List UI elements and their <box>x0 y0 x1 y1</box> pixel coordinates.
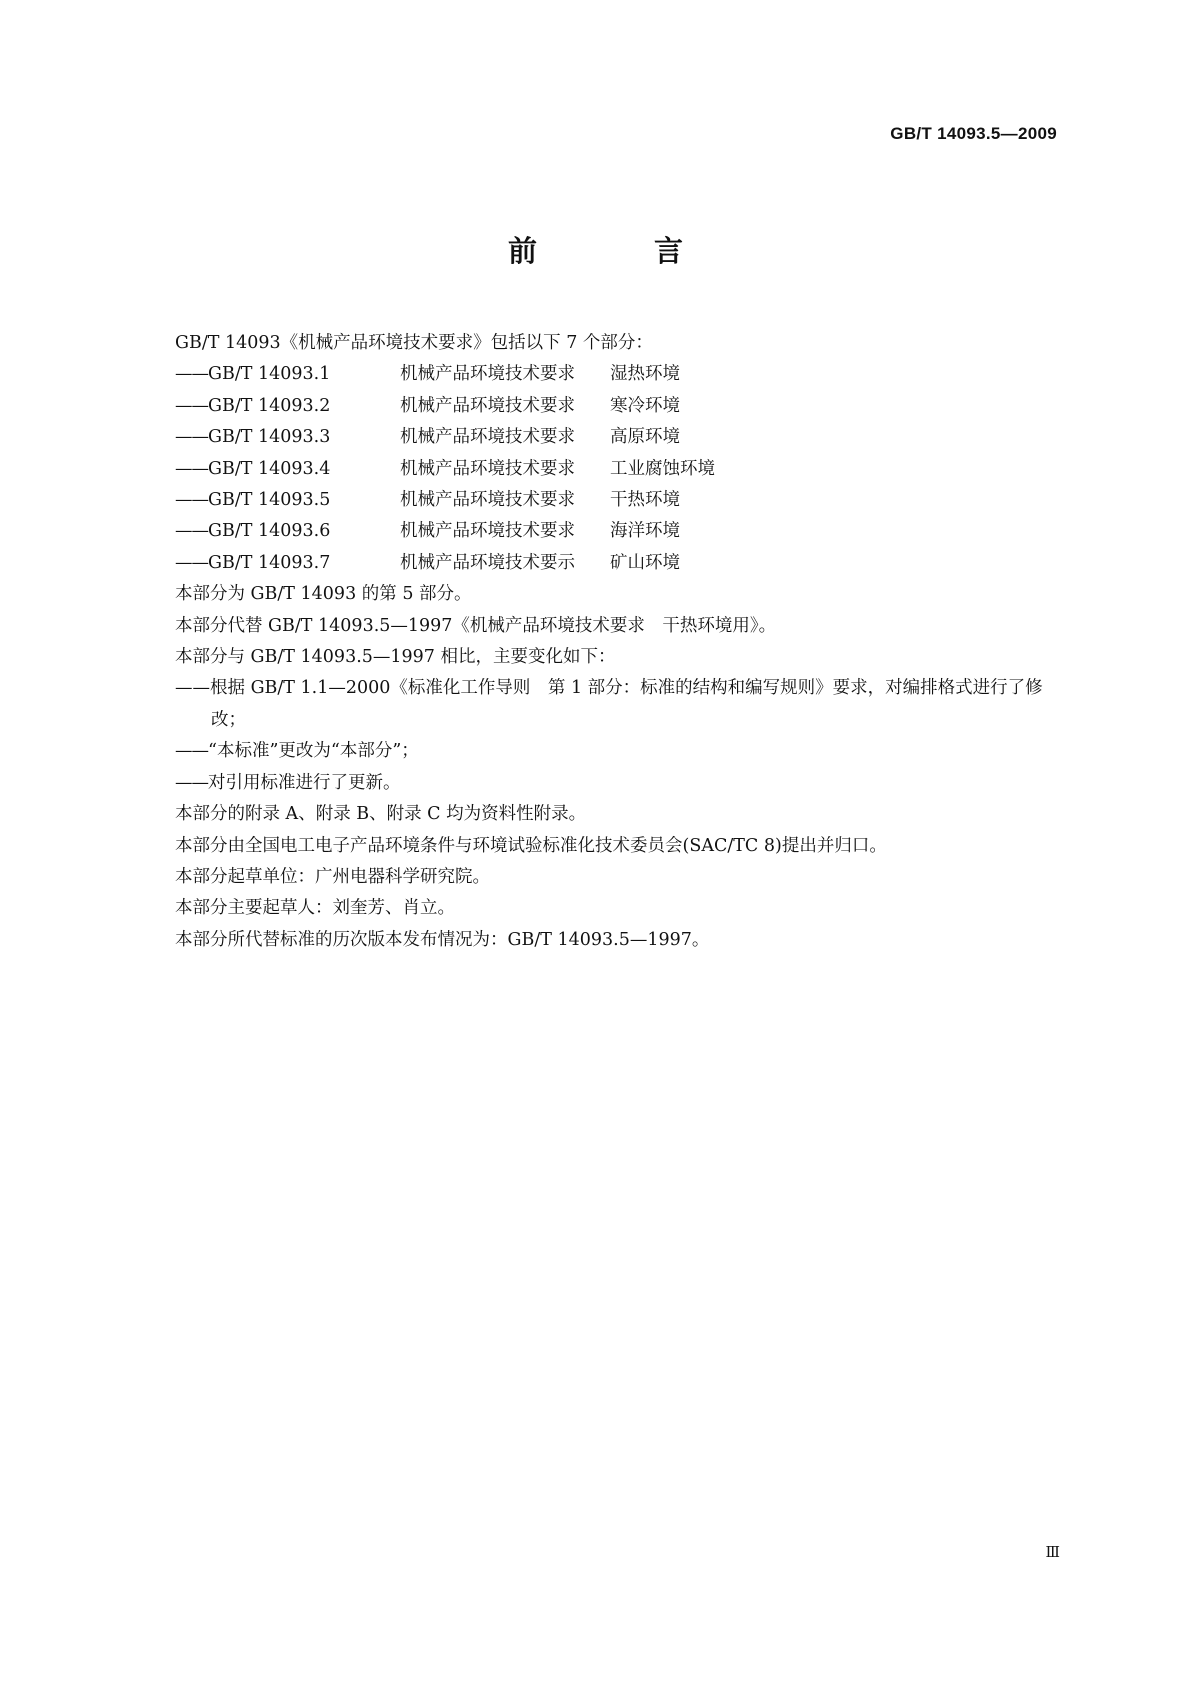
list-item <box>175 548 1065 579</box>
part-number: GB/T 14093.4 <box>208 458 331 479</box>
list-item <box>175 736 1065 767</box>
part-environment: 矿山环境 <box>610 552 680 573</box>
page-number: Ⅲ <box>1045 1543 1059 1561</box>
part-environment: 干热环境 <box>610 490 680 511</box>
foreword-body <box>175 328 1065 956</box>
standard-code: GB/T 14093.5—2009 <box>890 124 1057 143</box>
dash-mark: —— <box>175 395 208 416</box>
part-name: 机械产品环境技术要求 <box>400 458 575 479</box>
history-statement: 本部分所代替标准的历次版本发布情况为：GB/T 14093.5—1997。 <box>175 929 710 950</box>
list-item <box>175 768 1065 799</box>
part-statement: 本部分为 GB/T 14093 的第 5 部分。 <box>175 584 472 605</box>
appendix-statement: 本部分的附录 A、附录 B、附录 C 均为资料性附录。 <box>175 804 587 825</box>
list-item <box>175 673 1065 736</box>
part-environment: 海洋环境 <box>610 521 680 542</box>
change-text: 根据 GB/T 1.1—2000《标准化工作导则 第 1 部分：标准的结构和编写规则》要求，对编排格式进行了修改； <box>210 678 1043 730</box>
dash-mark: —— <box>175 678 210 699</box>
list-item <box>175 454 1065 485</box>
list-item <box>175 359 1065 390</box>
changes-list <box>175 673 1065 799</box>
dash-mark: —— <box>175 552 208 573</box>
list-item <box>175 485 1065 516</box>
part-name: 机械产品环境技术要求 <box>400 490 575 511</box>
replaces-statement: 本部分代替 GB/T 14093.5—1997《机械产品环境技术要求 干热环境用》。 <box>175 615 777 636</box>
part-environment: 工业腐蚀环境 <box>610 458 715 479</box>
part-name: 机械产品环境技术要求 <box>400 521 575 542</box>
parts-intro: GB/T 14093《机械产品环境技术要求》包括以下 7 个部分： <box>175 333 653 353</box>
change-text: 对引用标准进行了更新。 <box>208 772 401 793</box>
dash-mark: —— <box>175 427 208 448</box>
change-text: “本标准”更改为“本部分”； <box>208 741 419 762</box>
parts-list <box>175 359 1065 579</box>
part-name: 机械产品环境技术要求 <box>400 395 575 416</box>
part-number: GB/T 14093.1 <box>208 364 331 385</box>
part-number: GB/T 14093.6 <box>208 521 331 542</box>
part-name: 机械产品环境技术要示 <box>400 552 575 573</box>
part-environment: 寒冷环境 <box>610 395 680 416</box>
part-number: GB/T 14093.2 <box>208 395 331 416</box>
part-number: GB/T 14093.7 <box>208 552 331 573</box>
proposed-by-statement: 本部分由全国电工电子产品环境条件与环境试验标准化技术委员会(SAC/TC 8)提出并归口。 <box>175 835 887 856</box>
dash-mark: —— <box>175 741 208 762</box>
list-item <box>175 516 1065 547</box>
changes-intro: 本部分与 GB/T 14093.5—1997 相比，主要变化如下： <box>175 647 616 668</box>
list-item <box>175 422 1065 453</box>
part-number: GB/T 14093.5 <box>208 490 331 511</box>
part-number: GB/T 14093.3 <box>208 427 331 448</box>
dash-mark: —— <box>175 458 208 479</box>
list-item <box>175 391 1065 422</box>
drafting-unit-statement: 本部分起草单位：广州电器科学研究院。 <box>175 866 490 887</box>
drafters-statement: 本部分主要起草人：刘奎芳、肖立。 <box>175 898 455 919</box>
dash-mark: —— <box>175 521 208 542</box>
part-environment: 高原环境 <box>610 427 680 448</box>
dash-mark: —— <box>175 490 208 511</box>
part-name: 机械产品环境技术要求 <box>400 364 575 385</box>
part-name: 机械产品环境技术要求 <box>400 427 575 448</box>
part-environment: 湿热环境 <box>610 364 680 385</box>
dash-mark: —— <box>175 364 208 385</box>
page-title: 前 言 <box>507 234 727 268</box>
dash-mark: —— <box>175 772 208 793</box>
